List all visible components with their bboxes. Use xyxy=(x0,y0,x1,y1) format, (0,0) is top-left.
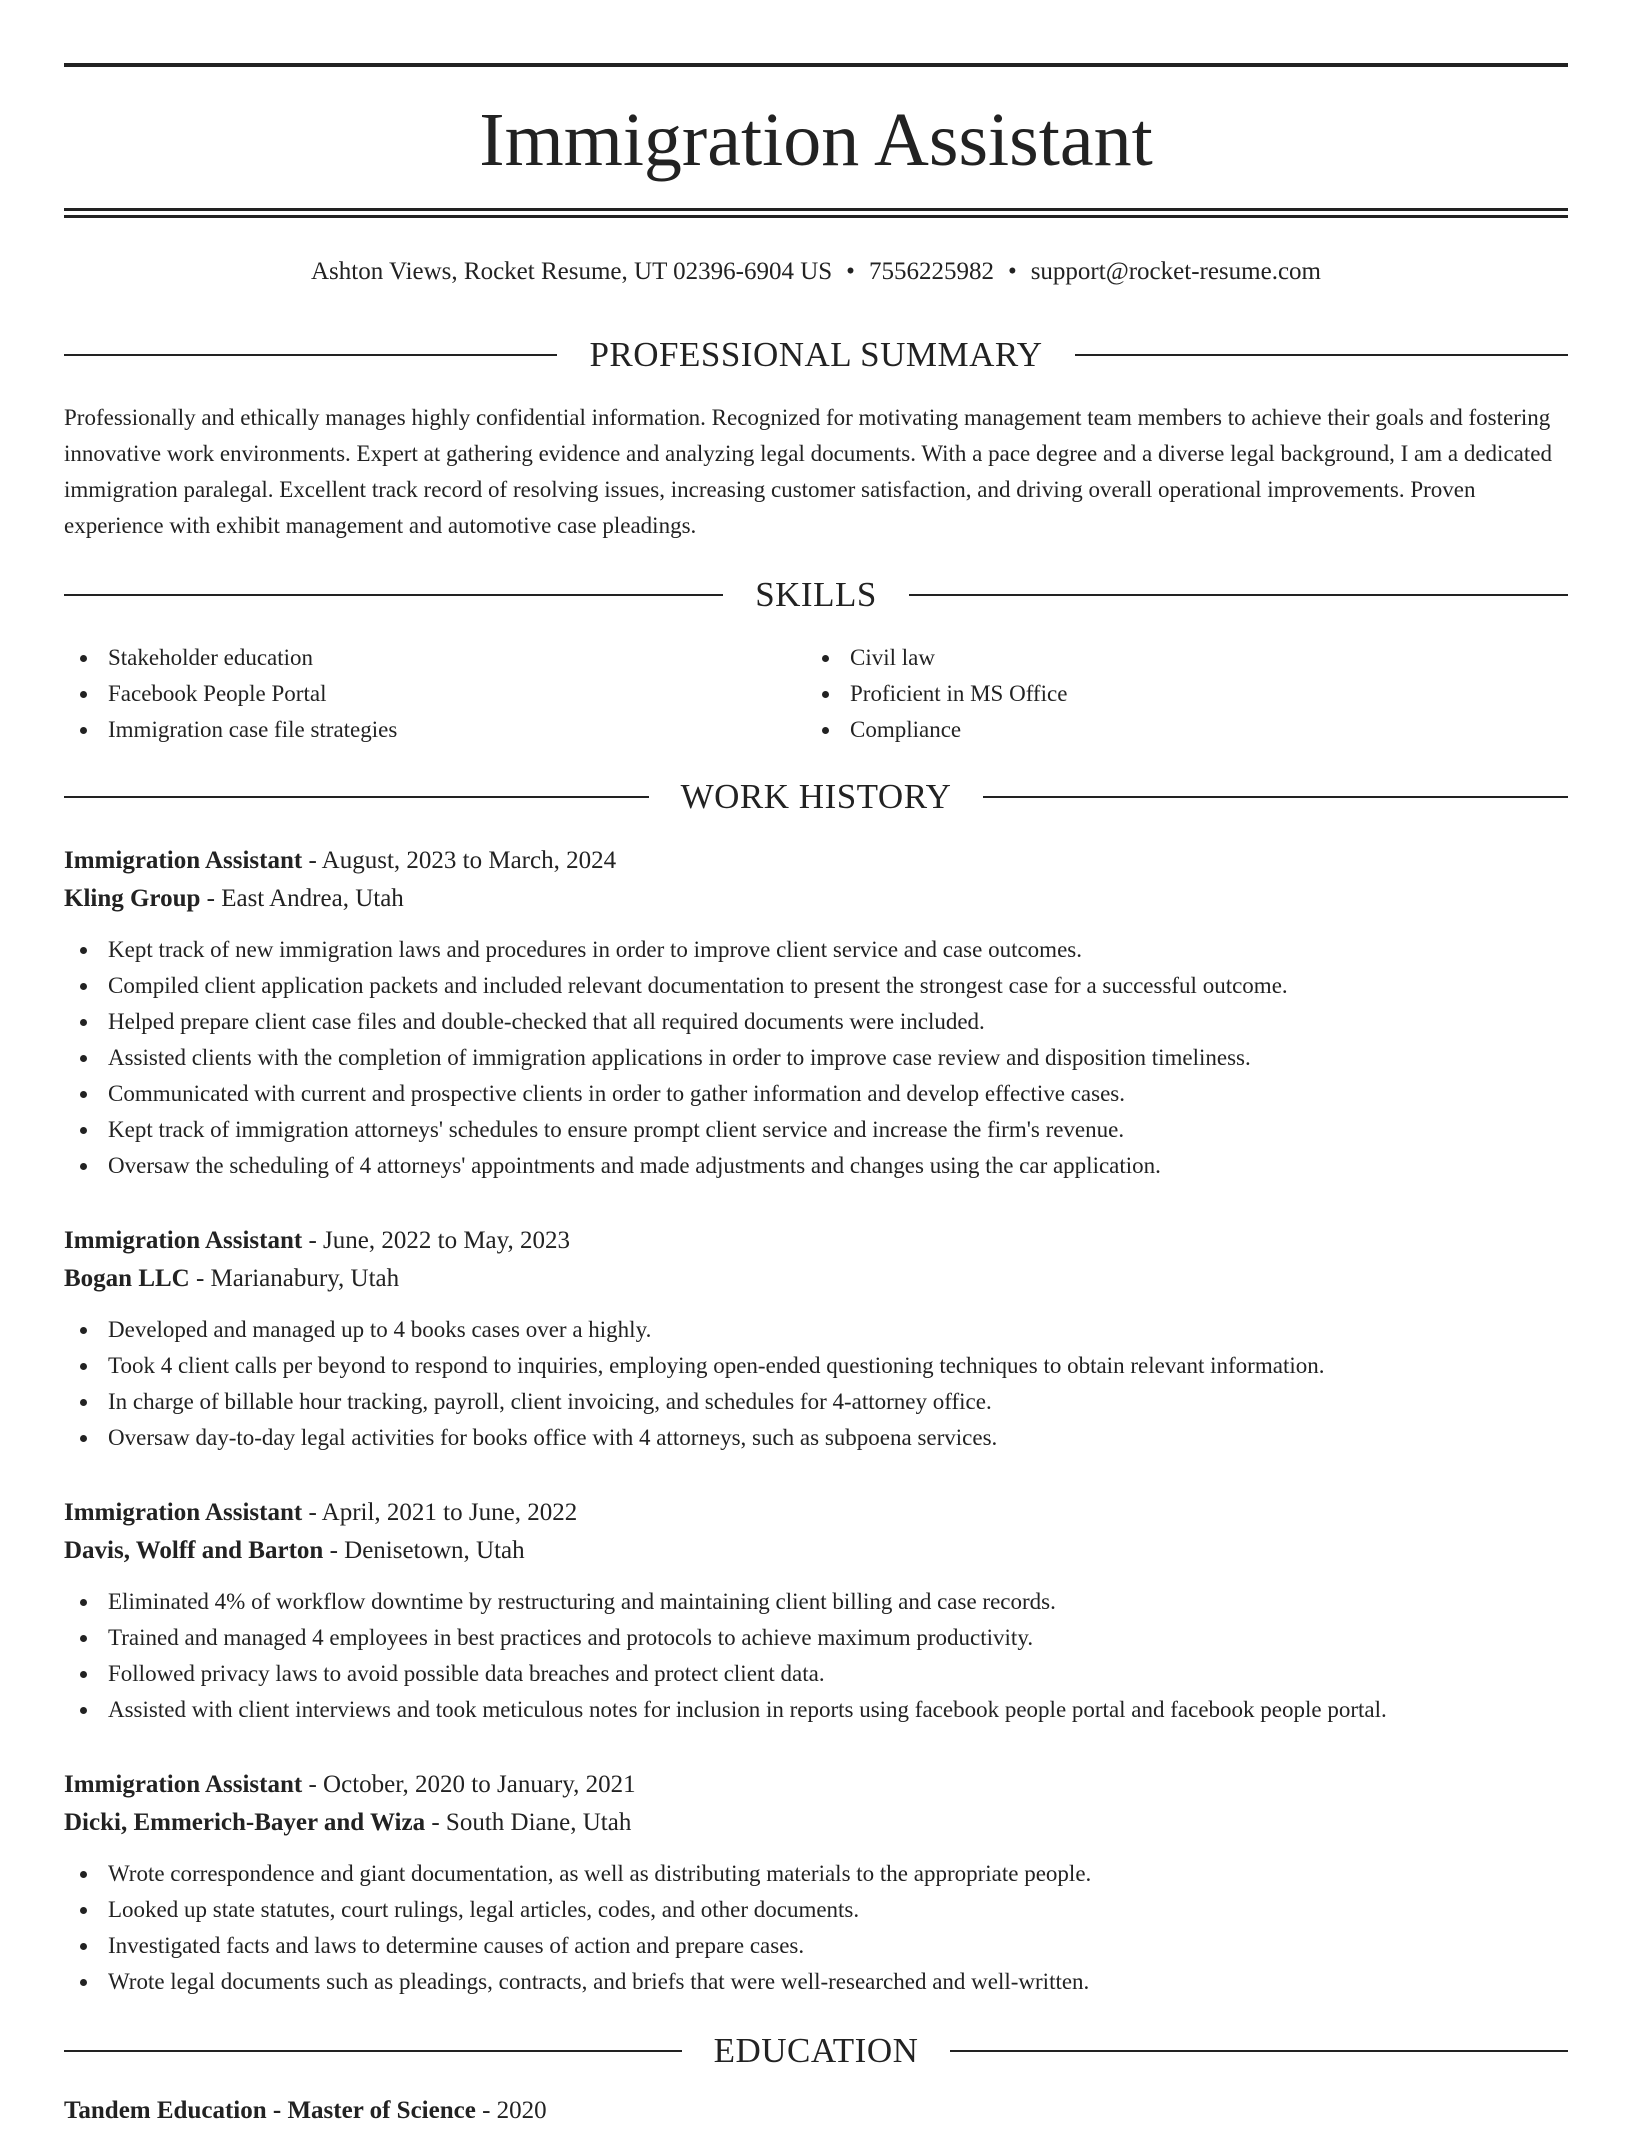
skill-item: Proficient in MS Office xyxy=(806,676,1548,712)
job-dates: - August, 2023 to March, 2024 xyxy=(302,847,617,874)
job-company: Kling Group xyxy=(64,885,201,912)
job-title: Immigration Assistant xyxy=(64,847,303,874)
education-degree: Master of Science xyxy=(287,2097,476,2124)
job-bullets xyxy=(64,1856,1568,2000)
job-bullet: Took 4 client calls per beyond to respond to inquiries, employing open-ended questioning techniques to obtain relevant information. xyxy=(64,1348,1568,1384)
summary-section-header xyxy=(64,331,1568,379)
skills-list xyxy=(64,640,1568,748)
contact-separator: • xyxy=(1007,258,1017,285)
education-entry: Tandem Education - Master of Science - 2020 xyxy=(64,2097,547,2124)
job-bullet: Assisted with client interviews and took meticulous notes for inclusion in reports using facebook people portal and facebook people portal. xyxy=(64,1692,1568,1728)
skill-item: Compliance xyxy=(806,712,1548,748)
job-company-line xyxy=(64,1260,1568,1298)
job-entry xyxy=(64,1494,1568,1728)
skill-item: Immigration case file strategies xyxy=(64,712,806,748)
job-bullet: Wrote correspondence and giant documentation, as well as distributing materials to the appropriate people. xyxy=(64,1856,1568,1892)
job-dates: - October, 2020 to January, 2021 xyxy=(302,1771,636,1798)
section-rule xyxy=(950,2050,1568,2052)
job-title-line xyxy=(64,842,1568,880)
job-bullet: Trained and managed 4 employees in best practices and protocols to achieve maximum productivity. xyxy=(64,1620,1568,1656)
section-rule xyxy=(64,594,723,596)
section-rule xyxy=(1075,354,1568,356)
job-bullets xyxy=(64,1584,1568,1728)
job-entry xyxy=(64,842,1568,1184)
job-bullet: Wrote legal documents such as pleadings, contracts, and briefs that were well-researched and well-written. xyxy=(64,1964,1568,2000)
job-location: - East Andrea, Utah xyxy=(200,885,404,912)
job-entry xyxy=(64,1766,1568,2000)
job-company-line xyxy=(64,1804,1568,1842)
job-bullet: Kept track of new immigration laws and procedures in order to improve client service and case outcomes. xyxy=(64,932,1568,968)
job-location: - Marianabury, Utah xyxy=(189,1265,400,1292)
section-rule xyxy=(983,796,1568,798)
page-title: Immigration Assistant xyxy=(479,98,1153,182)
job-title: Immigration Assistant xyxy=(64,1771,303,1798)
job-title: Immigration Assistant xyxy=(64,1227,303,1254)
job-bullets xyxy=(64,932,1568,1184)
job-entry xyxy=(64,1222,1568,1456)
title-rule-upper xyxy=(64,208,1568,211)
contact-email: support@rocket-resume.com xyxy=(1030,258,1321,285)
job-location: - South Diane, Utah xyxy=(425,1809,632,1836)
job-bullet: Investigated facts and laws to determine causes of action and prepare cases. xyxy=(64,1928,1568,1964)
contact-address: Ashton Views, Rocket Resume, UT 02396-6904 US xyxy=(311,258,833,285)
job-bullet: Looked up state statutes, court rulings, legal articles, codes, and other documents. xyxy=(64,1892,1568,1928)
job-bullet: Followed privacy laws to avoid possible data breaches and protect client data. xyxy=(64,1656,1568,1692)
section-rule xyxy=(64,796,649,798)
contact-line xyxy=(64,254,1568,290)
job-dates: - April, 2021 to June, 2022 xyxy=(302,1499,578,1526)
job-title-line xyxy=(64,1766,1568,1804)
job-bullet: Eliminated 4% of workflow downtime by restructuring and maintaining client billing and case records. xyxy=(64,1584,1568,1620)
section-rule xyxy=(909,594,1568,596)
job-bullet: Kept track of immigration attorneys' schedules to ensure prompt client service and increase the firm's revenue. xyxy=(64,1112,1568,1148)
job-bullet: Compiled client application packets and included relevant documentation to present the strongest case for a successful outcome. xyxy=(64,968,1568,1004)
skills-section-header xyxy=(64,571,1568,619)
job-company: Dicki, Emmerich-Bayer and Wiza xyxy=(64,1809,426,1836)
job-bullet: Helped prepare client case files and double-checked that all required documents were included. xyxy=(64,1004,1568,1040)
skill-item: Civil law xyxy=(806,640,1548,676)
job-bullets xyxy=(64,1312,1568,1456)
top-rule xyxy=(64,63,1568,67)
education-year: - 2020 xyxy=(475,2097,547,2124)
job-company: Davis, Wolff and Barton xyxy=(64,1537,324,1564)
job-title: Immigration Assistant xyxy=(64,1499,303,1526)
job-bullet: In charge of billable hour tracking, payroll, client invoicing, and schedules for 4-attorney office. xyxy=(64,1384,1568,1420)
job-company-line xyxy=(64,1532,1568,1570)
job-bullet: Assisted clients with the completion of immigration applications in order to improve case review and disposition timeliness. xyxy=(64,1040,1568,1076)
education-section-header xyxy=(64,2027,1568,2075)
work-section-header xyxy=(64,773,1568,821)
job-dates: - June, 2022 to May, 2023 xyxy=(302,1227,571,1254)
education-school: Tandem Education xyxy=(64,2097,267,2124)
section-rule xyxy=(64,2050,682,2052)
skills-column-right xyxy=(806,640,1548,748)
job-company: Bogan LLC xyxy=(64,1265,190,1292)
job-bullet: Oversaw day-to-day legal activities for books office with 4 attorneys, such as subpoena services. xyxy=(64,1420,1568,1456)
title-rule-lower xyxy=(64,215,1568,218)
contact-separator: • xyxy=(846,258,855,285)
skills-column-left xyxy=(64,640,806,748)
job-bullet: Developed and managed up to 4 books cases over a highly. xyxy=(64,1312,1568,1348)
education-heading: EDUCATION xyxy=(713,2031,919,2070)
job-title-line xyxy=(64,1494,1568,1532)
job-bullet: Oversaw the scheduling of 4 attorneys' appointments and made adjustments and changes using the car application. xyxy=(64,1148,1568,1184)
work-heading: WORK HISTORY xyxy=(680,777,952,816)
contact-phone: 7556225982 xyxy=(868,258,994,285)
job-location: - Denisetown, Utah xyxy=(323,1537,525,1564)
job-company-line xyxy=(64,880,1568,918)
job-title-line xyxy=(64,1222,1568,1260)
skill-item: Stakeholder education xyxy=(64,640,806,676)
skill-item: Facebook People Portal xyxy=(64,676,806,712)
summary-text: Professionally and ethically manages highly confidential information. Recognized for motivating management team members to achieve their goals and fostering innovative work environments. Expert at gathering evidence and analyzing legal documents. With a pace degree and a diverse legal background, I am a dedicated immigration paralegal. Excellent track record of resolving issues, increasing customer satisfaction, and driving overall operational improvements. Proven experience with exhibit management and automotive case pleadings. xyxy=(64,405,1552,538)
summary-heading: PROFESSIONAL SUMMARY xyxy=(589,335,1043,374)
section-rule xyxy=(64,354,557,356)
skills-heading: SKILLS xyxy=(755,575,877,614)
job-bullet: Communicated with current and prospective clients in order to gather information and develop effective cases. xyxy=(64,1076,1568,1112)
